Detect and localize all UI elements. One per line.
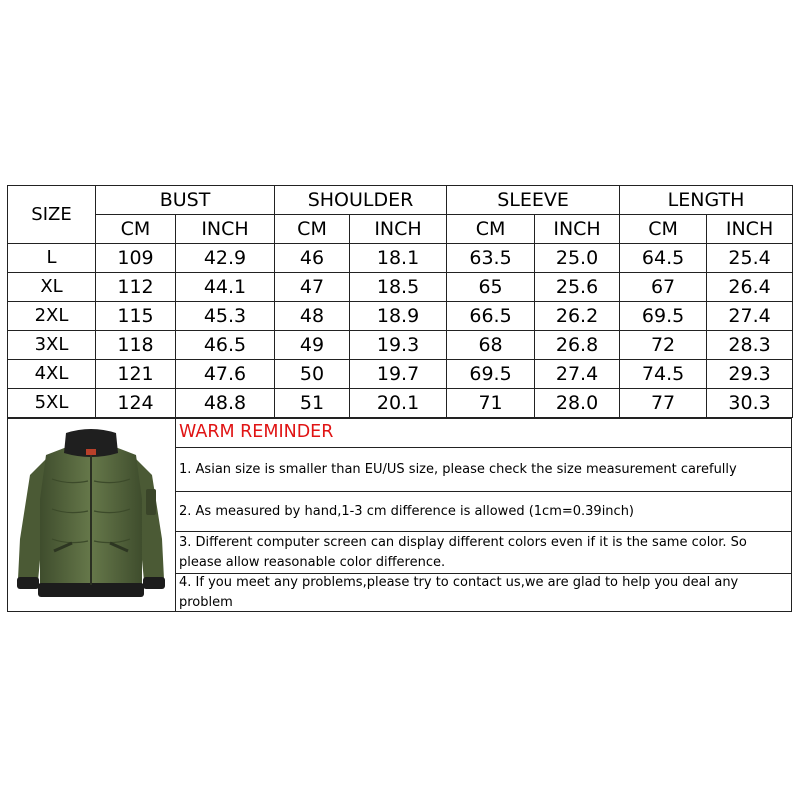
table-row: [8, 360, 793, 389]
measurement-cell: 66.5: [447, 302, 535, 331]
measurement-cell: 68: [447, 331, 535, 360]
measurement-cell: 69.5: [447, 360, 535, 389]
unit-header-inch: INCH: [176, 215, 275, 244]
measurement-cell: 26.8: [535, 331, 620, 360]
table-row: [8, 273, 793, 302]
measurement-cell: 74.5: [620, 360, 707, 389]
measurement-cell: 121: [96, 360, 176, 389]
measurement-cell: 18.1: [350, 244, 447, 273]
measurement-cell: 48: [275, 302, 350, 331]
unit-header-inch: INCH: [707, 215, 793, 244]
note-3: [176, 532, 791, 574]
measurement-cell: 49: [275, 331, 350, 360]
measurement-cell: 20.1: [350, 389, 447, 418]
measurement-cell: 77: [620, 389, 707, 418]
table-row: [8, 302, 793, 331]
reminder-title: WARM REMINDER: [179, 422, 334, 442]
measurement-cell: 19.7: [350, 360, 447, 389]
table-row: [8, 244, 793, 273]
measurement-cell: 50: [275, 360, 350, 389]
measurement-cell: 67: [620, 273, 707, 302]
size-cell: 5XL: [8, 389, 96, 418]
note-4: [176, 574, 791, 611]
note-text: 4. If you meet any problems,please try to contact us,we are glad to help you deal any problem: [179, 574, 739, 610]
reminder-notes: [176, 419, 791, 611]
measurement-cell: 25.6: [535, 273, 620, 302]
reminder-title-row: [176, 419, 791, 448]
measurement-cell: 19.3: [350, 331, 447, 360]
measurement-cell: 42.9: [176, 244, 275, 273]
unit-header-cm: CM: [620, 215, 707, 244]
measurement-cell: 72: [620, 331, 707, 360]
table-row: [8, 389, 793, 418]
measurement-cell: 109: [96, 244, 176, 273]
measurement-cell: 45.3: [176, 302, 275, 331]
olive-green-bomber-jacket-icon: [8, 419, 174, 611]
size-cell: XL: [8, 273, 96, 302]
size-cell: 2XL: [8, 302, 96, 331]
measurement-cell: 28.0: [535, 389, 620, 418]
bust-group-header: BUST: [96, 186, 275, 215]
shoulder-group-header: SHOULDER: [275, 186, 447, 215]
measurement-cell: 47.6: [176, 360, 275, 389]
size-cell: 3XL: [8, 331, 96, 360]
measurement-cell: 115: [96, 302, 176, 331]
measurement-cell: 26.4: [707, 273, 793, 302]
measurement-cell: 30.3: [707, 389, 793, 418]
measurement-cell: 46.5: [176, 331, 275, 360]
measurement-cell: 63.5: [447, 244, 535, 273]
measurement-cell: 64.5: [620, 244, 707, 273]
measurement-cell: 112: [96, 273, 176, 302]
measurement-cell: 26.2: [535, 302, 620, 331]
unit-header-cm: CM: [447, 215, 535, 244]
size-column-header: SIZE: [8, 186, 96, 244]
jacket-image: [8, 419, 176, 611]
measurement-cell: 69.5: [620, 302, 707, 331]
measurement-cell: 29.3: [707, 360, 793, 389]
size-cell: L: [8, 244, 96, 273]
note-text: 3. Different computer screen can display different colors even if it is the same color. So please allow reasonable color difference.: [179, 534, 747, 570]
measurement-cell: 18.5: [350, 273, 447, 302]
unit-header-inch: INCH: [350, 215, 447, 244]
note-text: 2. As measured by hand,1-3 cm difference is allowed (1cm=0.39inch): [179, 503, 634, 519]
measurement-cell: 65: [447, 273, 535, 302]
warm-reminder-panel: [7, 418, 792, 612]
measurement-cell: 28.3: [707, 331, 793, 360]
measurement-cell: 25.0: [535, 244, 620, 273]
measurement-cell: 27.4: [707, 302, 793, 331]
note-2: [176, 492, 791, 532]
measurement-cell: 18.9: [350, 302, 447, 331]
unit-header-cm: CM: [96, 215, 176, 244]
size-rows: [8, 244, 793, 418]
measurement-cell: 25.4: [707, 244, 793, 273]
length-group-header: LENGTH: [620, 186, 793, 215]
measurement-cell: 118: [96, 331, 176, 360]
sleeve-group-header: SLEEVE: [447, 186, 620, 215]
note-1: [176, 448, 791, 492]
table-row: [8, 331, 793, 360]
measurement-cell: 48.8: [176, 389, 275, 418]
size-chart-table: [7, 185, 793, 418]
note-text: 1. Asian size is smaller than EU/US size, please check the size measurement carefully: [179, 461, 737, 477]
measurement-cell: 44.1: [176, 273, 275, 302]
measurement-cell: 47: [275, 273, 350, 302]
unit-header-cm: CM: [275, 215, 350, 244]
measurement-cell: 124: [96, 389, 176, 418]
unit-header-inch: INCH: [535, 215, 620, 244]
measurement-cell: 46: [275, 244, 350, 273]
measurement-cell: 71: [447, 389, 535, 418]
unit-header-row: [8, 215, 793, 244]
size-cell: 4XL: [8, 360, 96, 389]
measurement-cell: 27.4: [535, 360, 620, 389]
measurement-cell: 51: [275, 389, 350, 418]
